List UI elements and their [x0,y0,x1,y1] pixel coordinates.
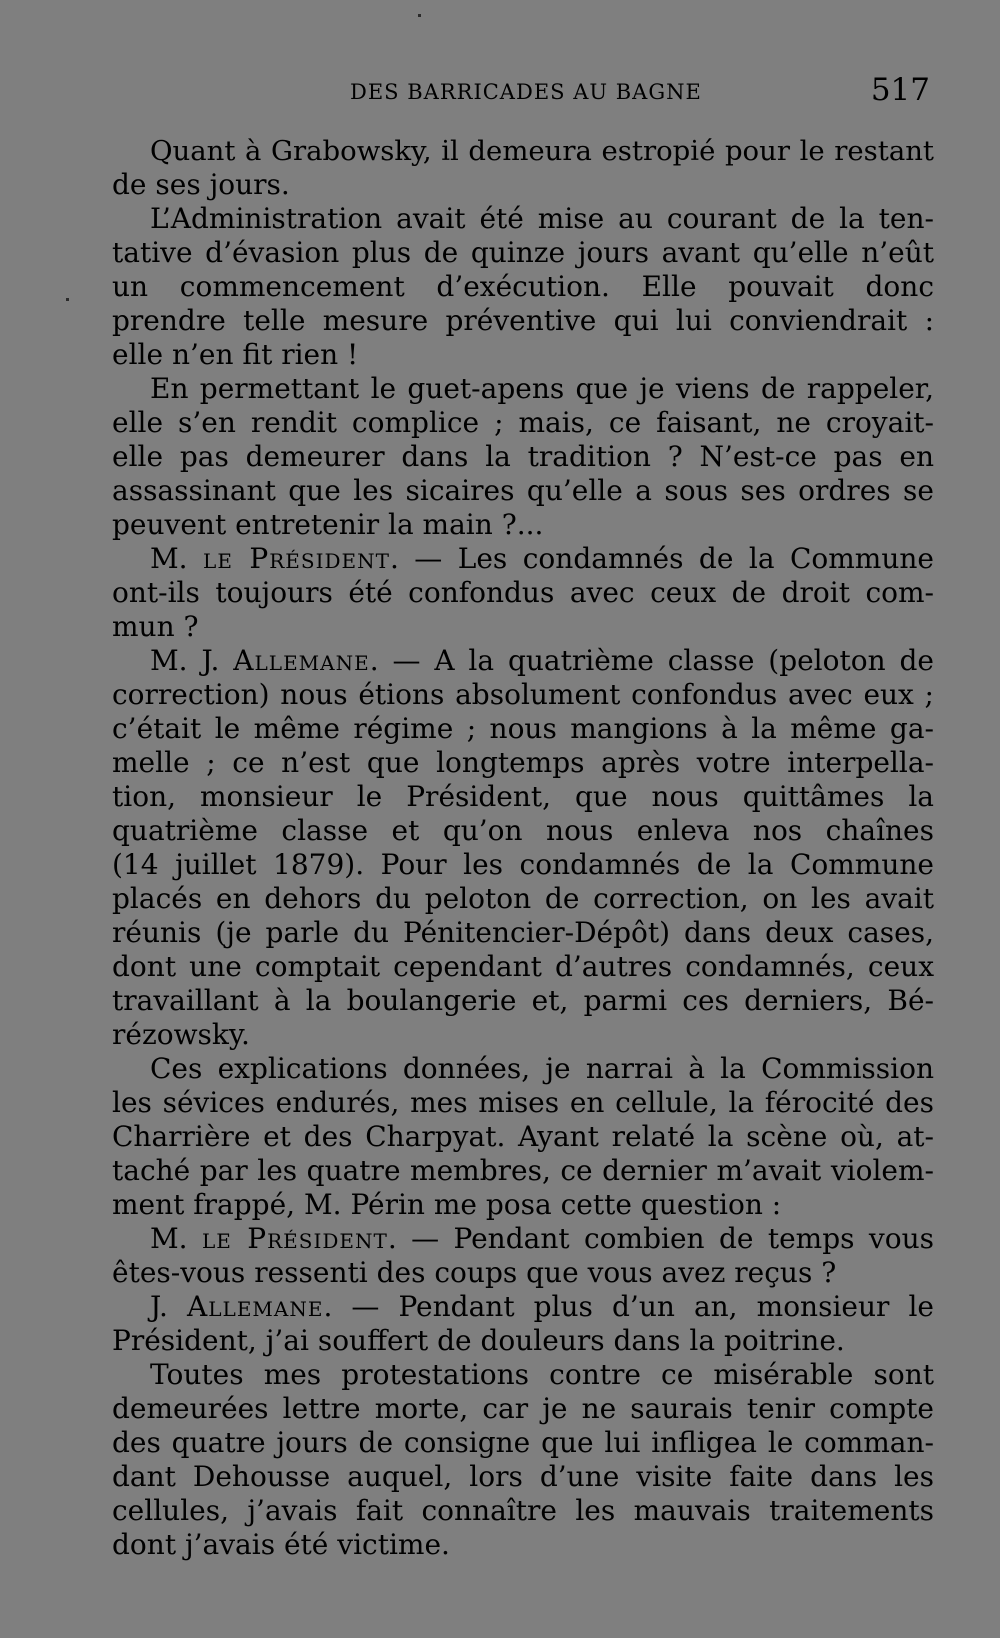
speaker-name: Allemane [187,1290,324,1323]
text-line: les sévices endurés, mes mises en cellule, la férocité des [112,1086,934,1119]
text-line: tion, monsieur le Président, que nous quittâmes la [112,780,934,813]
text-line: elle pas demeurer dans la tradition ? N’est-ce pas en [112,440,934,473]
text-line: réunis (je parle du Pénitencier-Dépôt) dans deux cases, [112,916,934,949]
text-line: elle s’en rendit complice ; mais, ce faisant, ne croyait- [112,406,934,439]
text-line: Toutes mes protestations contre ce misérable sont [150,1358,934,1391]
page-header [110,72,930,112]
text-line: melle ; ce n’est que longtemps après votre interpella- [112,746,934,779]
dialogue-line: J. Allemane. — Pendant plus d’un an, monsieur le [150,1290,934,1323]
text-line: (14 juillet 1879). Pour les condamnés de la Commune [112,848,934,881]
speaker-name: le Président [203,542,390,575]
text-line: mun ? [112,610,199,643]
text-line: des quatre jours de consigne que lui infligea le comman- [112,1426,934,1459]
text-line: L’Administration avait été mise au courant de la ten- [150,202,934,235]
speaker-name: Allemane [233,644,370,677]
text-line: Ces explications données, je narrai à la Commission [150,1052,934,1085]
text-line: taché par les quatre membres, ce dernier m’avait violem- [112,1154,934,1187]
text-line: cellules, j’avais fait connaître les mauvais traitements [112,1494,934,1527]
dialogue-line: M. J. Allemane. — A la quatrième classe (peloton de [150,644,935,677]
text-line: dant Dehousse auquel, lors d’une visite faite dans les [112,1460,934,1493]
text-line: Charrière et des Charpyat. Ayant relaté la scène où, at- [112,1120,934,1153]
text-line: assassinant que les sicaires qu’elle a sous ses ordres se [112,474,934,507]
page-number: 517 [870,72,930,108]
text-line: travaillant à la boulangerie et, parmi ces derniers, Bé- [112,984,934,1017]
scan-speck-top [418,14,421,17]
text-line: elle n’en fit rien ! [112,338,359,371]
text-line: Président, j’ai souffert de douleurs dans la poitrine. [112,1324,845,1357]
scan-speck-left [66,298,69,301]
text-line: dont j’avais été victime. [112,1528,450,1561]
text-line: En permettant le guet-apens que je viens de rappeler, [150,372,934,405]
body-text [112,134,934,1562]
speaker-name: le Président [201,1222,388,1255]
running-title: DES BARRICADES AU BAGNE [350,80,702,104]
text-line: dont une comptait cependant d’autres condamnés, ceux [112,950,934,983]
text-line: tative d’évasion plus de quinze jours avant qu’elle n’eût [112,236,934,269]
text-line: prendre telle mesure préventive qui lui conviendrait : [112,304,934,337]
dialogue-line: M. le Président. — Les condamnés de la Commune [150,542,934,575]
text-line: Quant à Grabowsky, il demeura estropié pour le restant [150,135,934,167]
dialogue-line: M. le Président. — Pendant combien de temps vous [150,1222,934,1255]
text-line: un commencement d’exécution. Elle pouvait donc [112,270,934,303]
text-line: ont-ils toujours été confondus avec ceux de droit com- [112,576,934,609]
text-line: demeurées lettre morte, car je ne saurais tenir compte [112,1392,934,1425]
text-line: placés en dehors du peloton de correction, on les avait [112,882,934,915]
text-line: de ses jours. [112,168,290,201]
text-line: rézowsky. [112,1018,250,1051]
text-line: quatrième classe et qu’on nous enleva nos chaînes [112,814,934,847]
text-line: peuvent entretenir la main ?... [112,508,544,541]
text-line: c’était le même régime ; nous mangions à la même ga- [112,712,934,745]
text-line: correction) nous étions absolument confondus avec eux ; [112,678,934,711]
text-line: êtes-vous ressenti des coups que vous avez reçus ? [112,1256,837,1289]
text-line: ment frappé, M. Périn me posa cette question : [112,1188,782,1221]
